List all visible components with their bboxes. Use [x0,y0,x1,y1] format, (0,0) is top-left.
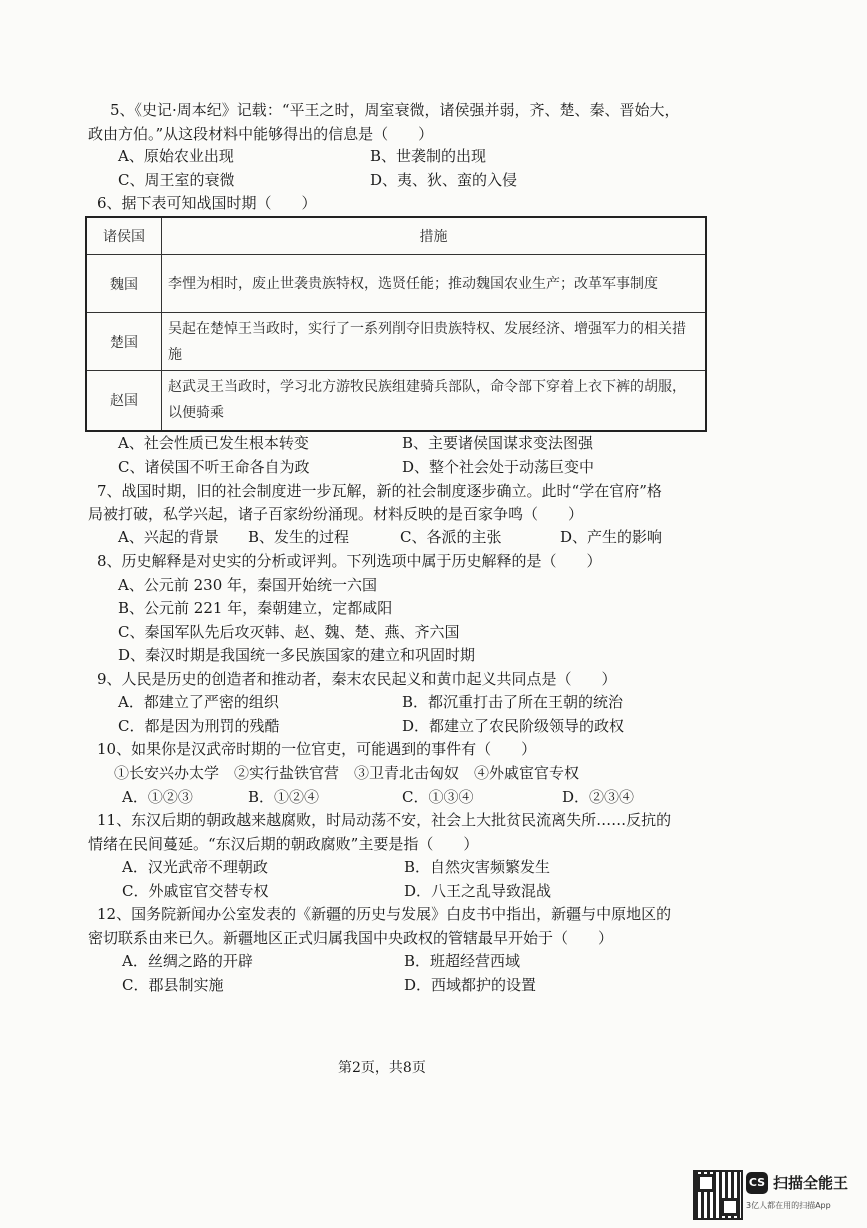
table-row [86,313,706,371]
q8-option-a: A、公元前 230 年，秦国开始统一六国 [118,576,378,594]
q10-option-a: A．①②③ [122,788,193,806]
q7-line1: 7、战国时期，旧的社会制度进一步瓦解，新的社会制度逐步确立。此时“学在官府”格 [97,482,662,500]
q11-line2: 情绪在民间蔓延。“东汉后期的朝政腐败”主要是指（ ） [88,835,479,853]
q8-option-b: B、公元前 221 年，秦朝建立，定都咸阳 [118,599,393,617]
q10-option-c: C．①③④ [402,788,474,806]
q6-option-a: A、社会性质已发生根本转变 [118,434,309,452]
watermark-tagline: 3亿人都在用的扫描App [746,1201,831,1210]
q5-line2: 政由方伯。”从这段材料中能够得出的信息是（ ） [88,125,434,143]
q10-option-d: D．②③④ [562,788,635,806]
q7-option-c: C、各派的主张 [400,528,502,546]
table-header-state: 诸侯国 [86,217,162,255]
q7-line2: 局被打破，私学兴起，诸子百家纷纷涌现。材料反映的是百家争鸣（ ） [88,505,584,523]
q11-line1: 11、东汉后期的朝政越来越腐败，时局动荡不安，社会上大批贫民流离失所……反抗的 [97,811,672,829]
q8-option-d: D、秦汉时期是我国统一多民族国家的建立和巩固时期 [118,646,476,664]
q10-option-b: B．①②④ [248,788,320,806]
q12-line2: 密切联系由来已久。新疆地区正式归属我国中央政权的管辖最早开始于（ ） [88,929,614,947]
q9-option-b: B．都沉重打击了所在王朝的统治 [402,693,624,711]
watermark-brand: 扫描全能王 [773,1174,849,1192]
table-header-row [86,217,706,255]
table-cell-state: 魏国 [86,255,162,313]
q5-option-a: A、原始农业出现 [118,147,234,165]
q6-option-c: C、诸侯国不听王命各自为政 [118,458,310,476]
q11-option-b: B．自然灾害频繁发生 [404,858,551,876]
page-number: 第2页，共8页 [338,1060,426,1076]
q11-option-c: C．外戚宦官交替专权 [122,882,269,900]
q5-line1: 5、《史记·周本纪》记载：“平王之时，周室衰微，诸侯强并弱，齐、楚、秦、晋始大， [110,101,680,119]
q12-option-a: A．丝绸之路的开辟 [122,952,253,970]
q9-stem: 9、人民是历史的创造者和推动者，秦末农民起义和黄巾起义共同点是（ ） [97,670,617,688]
table-header-measure: 措施 [162,217,707,255]
q6-option-d: D、整个社会处于动荡巨变中 [402,458,595,476]
table-cell-measure: 李悝为相时，废止世袭贵族特权，选贤任能；推动魏国农业生产；改革军事制度 [162,255,707,313]
q6-table [85,216,707,432]
q9-option-c: C．都是因为刑罚的残酷 [118,717,280,735]
q12-option-d: D．西域都护的设置 [404,976,537,994]
q10-stem: 10、如果你是汉武帝时期的一位官吏，可能遇到的事件有（ ） [97,740,537,758]
q10-items: ①长安兴办太学 ②实行盐铁官营 ③卫青北击匈奴 ④外戚宦官专权 [114,764,580,782]
q11-option-a: A．汉光武帝不理朝政 [122,858,268,876]
q9-option-a: A．都建立了严密的组织 [118,693,279,711]
table-cell-state: 赵国 [86,371,162,431]
q7-option-a: A、兴起的背景 [118,528,219,546]
q12-line1: 12、国务院新闻办公室发表的《新疆的历史与发展》白皮书中指出，新疆与中原地区的 [97,905,672,923]
q12-option-b: B．班超经营西域 [404,952,521,970]
q12-option-c: C．郡县制实施 [122,976,224,994]
q8-stem: 8、历史解释是对史实的分析或评判。下列选项中属于历史解释的是（ ） [97,552,602,570]
q6-stem: 6、据下表可知战国时期（ ） [97,194,317,212]
q7-option-d: D、产生的影响 [560,528,663,546]
q6-option-b: B、主要诸侯国谋求变法图强 [402,434,594,452]
q5-option-c: C、周王室的衰微 [118,171,235,189]
q8-option-c: C、秦国军队先后攻灭韩、赵、魏、楚、燕、齐六国 [118,623,460,641]
table-row [86,255,706,313]
q9-option-d: D．都建立了农民阶级领导的政权 [402,717,625,735]
q5-option-d: D、夷、狄、蛮的入侵 [370,171,518,189]
qr-code-icon [693,1170,743,1220]
table-cell-measure: 吴起在楚悼王当政时，实行了一系列削夺旧贵族特权、发展经济、增强军力的相关措施 [162,313,707,371]
cs-logo-icon: CS [746,1172,768,1194]
q11-option-d: D．八王之乱导致混战 [404,882,552,900]
table-row [86,371,706,431]
table-cell-state: 楚国 [86,313,162,371]
q5-option-b: B、世袭制的出现 [370,147,487,165]
table-cell-measure: 赵武灵王当政时，学习北方游牧民族组建骑兵部队，命令部下穿着上衣下裤的胡服，以便骑乘 [162,371,707,431]
q7-option-b: B、发生的过程 [248,528,350,546]
